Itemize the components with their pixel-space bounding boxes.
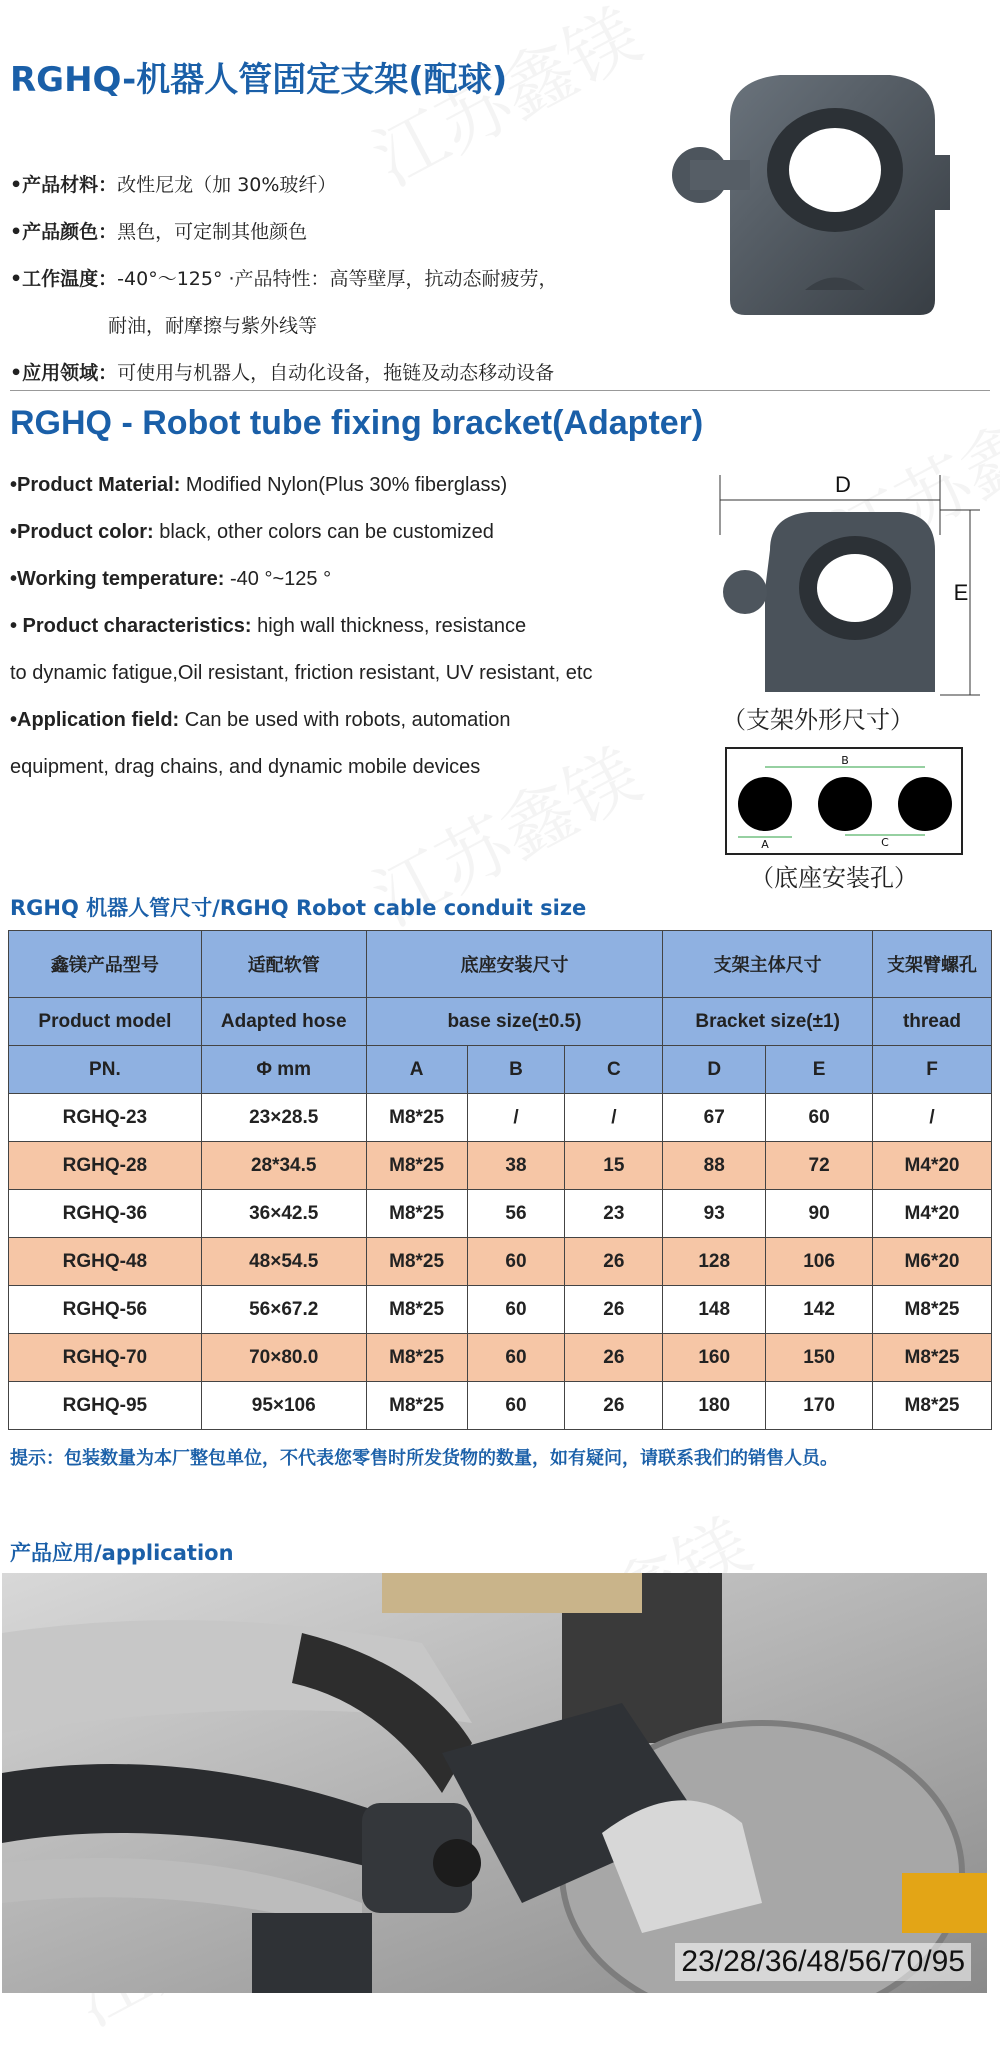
table-cell: M8*25 (873, 1382, 992, 1430)
spec-temperature-en: •Working temperature: -40 °~125 ° (10, 568, 332, 590)
spec-characteristics-cont-en: to dynamic fatigue,Oil resistant, friction resistant, UV resistant, etc (10, 662, 593, 684)
table-cell: 90 (766, 1190, 873, 1238)
table-cell: 170 (766, 1382, 873, 1430)
table-cell: M8*25 (366, 1334, 467, 1382)
header-cell: Product model (9, 998, 202, 1046)
table-cell: 72 (766, 1142, 873, 1190)
dimension-e-label: E (953, 580, 969, 605)
table-cell: RGHQ-70 (9, 1334, 202, 1382)
table-row (9, 1238, 992, 1286)
table-cell: 60 (467, 1382, 565, 1430)
spec-application-cn: •应用领域：可使用与机器人，自动化设备，拖链及动态移动设备 (10, 362, 555, 384)
header-cell: thread (873, 998, 992, 1046)
table-cell: 88 (663, 1142, 766, 1190)
table-header-en (9, 998, 992, 1046)
spec-application-en: •Application field: Can be used with robots, automation (10, 709, 511, 731)
table-cell: 160 (663, 1334, 766, 1382)
header-cell: D (663, 1046, 766, 1094)
table-header-cn (9, 931, 992, 998)
header-cell: Adapted hose (201, 998, 366, 1046)
spec-material-en: •Product Material: Modified Nylon(Plus 30% fiberglass) (10, 474, 508, 496)
table-cell: 23 (565, 1190, 663, 1238)
header-cell: Bracket size(±1) (663, 998, 873, 1046)
table-cell: 56×67.2 (201, 1286, 366, 1334)
bracket-product-image (670, 60, 970, 325)
table-cell: 106 (766, 1238, 873, 1286)
table-cell: RGHQ-95 (9, 1382, 202, 1430)
table-cell: RGHQ-36 (9, 1190, 202, 1238)
mounting-holes-diagram (725, 747, 963, 855)
table-cell: / (565, 1094, 663, 1142)
robot-arm-illustration (2, 1573, 987, 1993)
table-cell: RGHQ-56 (9, 1286, 202, 1334)
header-cell: 支架臂螺孔 (873, 931, 992, 998)
bracket-dimension-diagram (715, 470, 995, 705)
table-cell: M6*20 (873, 1238, 992, 1286)
table-cell: 28*34.5 (201, 1142, 366, 1190)
table-cell: 26 (565, 1334, 663, 1382)
spec-features-cn: 耐油，耐摩擦与紫外线等 (108, 315, 318, 337)
table-cell: 38 (467, 1142, 565, 1190)
table-cell: 36×42.5 (201, 1190, 366, 1238)
table-cell: 148 (663, 1286, 766, 1334)
table-cell: 67 (663, 1094, 766, 1142)
dimension-d-label: D (835, 472, 851, 497)
table-cell: 26 (565, 1286, 663, 1334)
header-cell: 支架主体尺寸 (663, 931, 873, 998)
header-cell: C (565, 1046, 663, 1094)
hole-c-label: C (881, 836, 889, 849)
spec-temperature-cn: •工作温度：-40°～125° ·产品特性：高等壁厚，抗动态耐疲劳， (10, 268, 558, 290)
table-cell: 70×80.0 (201, 1334, 366, 1382)
table-cell: 56 (467, 1190, 565, 1238)
table-cell: 60 (766, 1094, 873, 1142)
table-row (9, 1094, 992, 1142)
table-cell: 95×106 (201, 1382, 366, 1430)
table-cell: / (467, 1094, 565, 1142)
table-cell: 26 (565, 1382, 663, 1430)
application-photo (2, 1573, 987, 1993)
spec-color-en: •Product color: black, other colors can be customized (10, 521, 494, 543)
application-title: 产品应用/application (10, 1541, 234, 1565)
table-cell: 60 (467, 1286, 565, 1334)
header-cell: E (766, 1046, 873, 1094)
table-cell: 150 (766, 1334, 873, 1382)
header-cell: A (366, 1046, 467, 1094)
table-cell: 15 (565, 1142, 663, 1190)
table-cell: M8*25 (873, 1334, 992, 1382)
table-cell: RGHQ-28 (9, 1142, 202, 1190)
table-cell: RGHQ-48 (9, 1238, 202, 1286)
table-cell: M8*25 (366, 1094, 467, 1142)
table-row (9, 1286, 992, 1334)
header-cell: base size(±0.5) (366, 998, 663, 1046)
table-cell: 23×28.5 (201, 1094, 366, 1142)
hole-a-label: A (761, 838, 769, 851)
header-cell: PN. (9, 1046, 202, 1094)
header-cell: 适配软管 (201, 931, 366, 998)
table-row (9, 1382, 992, 1430)
table-cell: 142 (766, 1286, 873, 1334)
spec-material-cn: •产品材料：改性尼龙（加 30%玻纤） (10, 174, 337, 196)
table-cell: M8*25 (366, 1286, 467, 1334)
table-cell: 60 (467, 1238, 565, 1286)
table-cell: M8*25 (366, 1142, 467, 1190)
header-cell: F (873, 1046, 992, 1094)
section-divider (10, 390, 990, 391)
application-sizes-label: 23/28/36/48/56/70/95 (675, 1943, 971, 1981)
table-cell: M8*25 (366, 1382, 467, 1430)
table-row (9, 1142, 992, 1190)
hole-b-label: B (841, 754, 849, 767)
spec-characteristics-en: • Product characteristics: high wall thickness, resistance (10, 615, 527, 637)
diagram-caption-outer: （支架外形尺寸） (722, 706, 914, 734)
table-cell: 48×54.5 (201, 1238, 366, 1286)
table-header-sub (9, 1046, 992, 1094)
table-cell: 93 (663, 1190, 766, 1238)
table-row (9, 1190, 992, 1238)
size-table (8, 930, 992, 1430)
table-cell: M4*20 (873, 1142, 992, 1190)
page-title-en: RGHQ - Robot tube fixing bracket(Adapter) (10, 404, 704, 442)
table-cell: 26 (565, 1238, 663, 1286)
page-title-cn: RGHQ-机器人管固定支架(配球) (10, 60, 508, 100)
header-cell: Φ mm (201, 1046, 366, 1094)
table-cell: 60 (467, 1334, 565, 1382)
watermark (352, 0, 655, 206)
table-cell: / (873, 1094, 992, 1142)
header-cell: B (467, 1046, 565, 1094)
table-cell: M8*25 (873, 1286, 992, 1334)
diagram-caption-holes: （底座安装孔） (750, 864, 918, 892)
header-cell: 鑫镁产品型号 (9, 931, 202, 998)
table-cell: M4*20 (873, 1190, 992, 1238)
table-cell: RGHQ-23 (9, 1094, 202, 1142)
table-cell: 180 (663, 1382, 766, 1430)
header-cell: 底座安装尺寸 (366, 931, 663, 998)
table-cell: 128 (663, 1238, 766, 1286)
table-cell: M8*25 (366, 1238, 467, 1286)
table-cell: M8*25 (366, 1190, 467, 1238)
spec-color-cn: •产品颜色：黑色，可定制其他颜色 (10, 221, 308, 243)
packaging-tip: 提示：包装数量为本厂整包单位，不代表您零售时所发货物的数量，如有疑问，请联系我们的销售人员。 (10, 1448, 838, 1469)
table-section-title: RGHQ 机器人管尺寸/RGHQ Robot cable conduit size (10, 896, 587, 920)
table-row (9, 1334, 992, 1382)
spec-application-cont-en: equipment, drag chains, and dynamic mobile devices (10, 756, 481, 778)
